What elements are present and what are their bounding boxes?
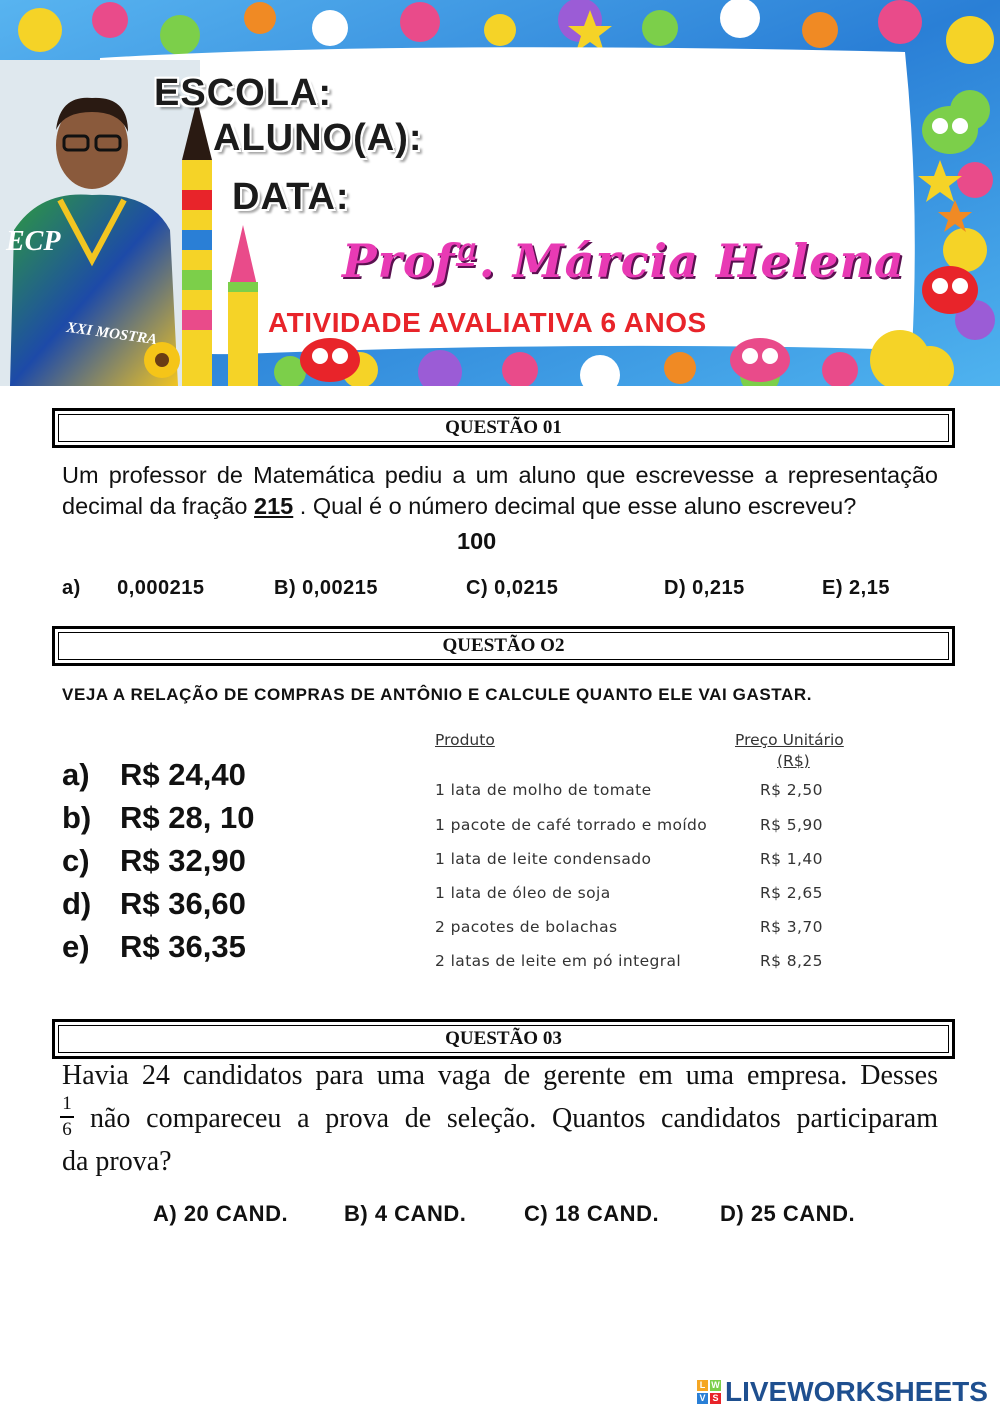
question-2-option-d[interactable] bbox=[62, 886, 246, 922]
question-3-text-line-1: Havia 24 candidatos para uma vaga de gerente em uma empresa. Desses bbox=[62, 1060, 938, 1091]
question-1-header bbox=[52, 408, 955, 448]
question-1-text-before: Um professor de Matemática pediu a um aluno que escrevesse a representação decimal da fração bbox=[62, 462, 938, 519]
table-header-price-unit: (R$) bbox=[777, 752, 810, 770]
question-1-option-b[interactable]: B) 0,00215 bbox=[274, 577, 378, 599]
question-2-option-a[interactable] bbox=[62, 757, 246, 793]
table-header-price: Preço Unitário bbox=[735, 731, 844, 749]
logo-letter: L bbox=[697, 1380, 708, 1391]
school-label: ESCOLA: bbox=[154, 72, 332, 114]
question-2-header bbox=[52, 626, 955, 666]
table-row-price: R$ 3,70 bbox=[760, 918, 823, 936]
table-row-price: R$ 1,40 bbox=[760, 850, 823, 868]
question-2-option-c[interactable] bbox=[62, 843, 246, 879]
question-3-title: QUESTÃO 03 bbox=[58, 1025, 949, 1053]
question-1-title: QUESTÃO 01 bbox=[58, 414, 949, 442]
table-row-price: R$ 8,25 bbox=[760, 952, 823, 970]
question-3-option-d[interactable]: D) 25 CAND. bbox=[720, 1201, 856, 1226]
table-row-product: 1 lata de molho de tomate bbox=[435, 781, 652, 799]
shirt-text: XXI MOSTRA bbox=[65, 319, 159, 349]
question-1-option-e[interactable]: E) 2,15 bbox=[822, 577, 890, 599]
table-row-product: 2 latas de leite em pó integral bbox=[435, 952, 682, 970]
table-row-product: 1 lata de leite condensado bbox=[435, 850, 652, 868]
question-1-option-c[interactable]: C) 0,0215 bbox=[466, 577, 559, 599]
option-letter: d) bbox=[62, 886, 92, 921]
student-label: ALUNO(A): bbox=[213, 117, 423, 159]
fraction-denominator: 6 bbox=[62, 1118, 72, 1140]
question-2-instruction: VEJA A RELAÇÃO DE COMPRAS DE ANTÔNIO E CALCULE QUANTO ELE VAI GASTAR. bbox=[62, 685, 813, 704]
question-3-option-c[interactable]: C) 18 CAND. bbox=[524, 1201, 660, 1226]
table-row-product: 1 pacote de café torrado e moído bbox=[435, 816, 708, 834]
header-banner bbox=[0, 0, 1000, 386]
fraction-numerator: 215 bbox=[254, 493, 294, 519]
option-letter: c) bbox=[62, 843, 90, 878]
question-3-header bbox=[52, 1019, 955, 1059]
question-2-title: QUESTÃO O2 bbox=[58, 632, 949, 660]
question-3-text-line-3: da prova? bbox=[62, 1146, 172, 1177]
question-1-text-after: . Qual é o número decimal que esse aluno escreveu? bbox=[293, 493, 857, 519]
teacher-name: Profª. Márcia Helena bbox=[342, 234, 905, 288]
option-letter: e) bbox=[62, 929, 90, 964]
option-letter: a) bbox=[62, 757, 90, 792]
option-letter: b) bbox=[62, 800, 92, 835]
logo-letter: V bbox=[697, 1393, 708, 1404]
question-2-option-e[interactable] bbox=[62, 929, 246, 965]
option-value: R$ 24,40 bbox=[120, 757, 246, 792]
question-3-option-a[interactable]: A) 20 CAND. bbox=[153, 1201, 289, 1226]
option-value: R$ 32,90 bbox=[120, 843, 246, 878]
question-1-option-a[interactable]: a) 0,000215 bbox=[62, 577, 205, 599]
option-value: R$ 28, 10 bbox=[120, 800, 255, 835]
question-3-fraction bbox=[60, 1094, 74, 1140]
liveworksheets-logo[interactable] bbox=[697, 1376, 988, 1408]
option-value: R$ 36,35 bbox=[120, 929, 246, 964]
question-3-text-line-2: não compareceu a prova de seleção. Quantos candidatos participaram bbox=[90, 1103, 938, 1134]
logo-icon bbox=[697, 1380, 721, 1404]
activity-title: ATIVIDADE AVALIATIVA 6 ANOS bbox=[268, 307, 707, 338]
fraction-denominator: 100 bbox=[457, 528, 497, 554]
date-label: DATA: bbox=[232, 176, 350, 218]
option-value: R$ 36,60 bbox=[120, 886, 246, 921]
fraction-numerator: 1 bbox=[62, 1093, 72, 1114]
table-row-price: R$ 2,65 bbox=[760, 884, 823, 902]
table-row-price: R$ 5,90 bbox=[760, 816, 823, 834]
question-1-text bbox=[62, 460, 938, 522]
table-row-product: 1 lata de óleo de soja bbox=[435, 884, 611, 902]
fraction-bar bbox=[60, 1116, 74, 1118]
table-row-product: 2 pacotes de bolachas bbox=[435, 918, 618, 936]
table-row-price: R$ 2,50 bbox=[760, 781, 823, 799]
table-header-product: Produto bbox=[435, 731, 495, 749]
logo-text: LIVEWORKSHEETS bbox=[725, 1376, 988, 1407]
logo-letter: S bbox=[710, 1393, 721, 1404]
question-3-option-b[interactable]: B) 4 CAND. bbox=[344, 1201, 467, 1226]
question-1-option-d[interactable]: D) 0,215 bbox=[664, 577, 745, 599]
question-2-option-b[interactable] bbox=[62, 800, 254, 836]
shirt-badge: ECP bbox=[6, 226, 61, 257]
logo-letter: W bbox=[711, 1380, 720, 1390]
